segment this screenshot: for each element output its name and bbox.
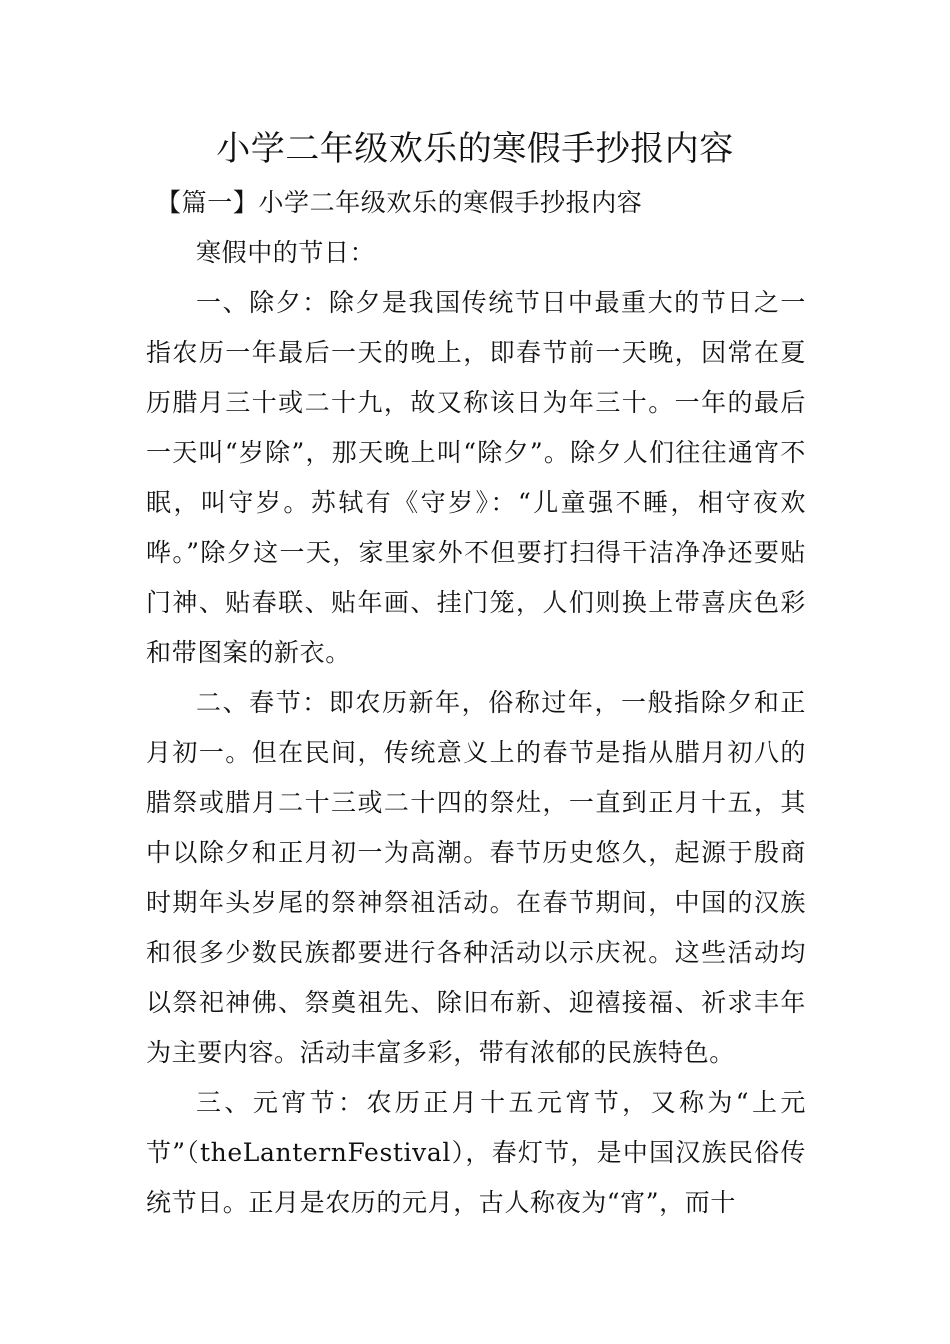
document-body [146,178,806,1228]
paragraph-chunjie: 二、春节：即农历新年，俗称过年，一般指除夕和正月初一。但在民间，传统意义上的春节是指从腊月初八的腊祭或腊月二十三或二十四的祭灶，一直到正月十五，其中以除夕和正月初一为高潮。春节历史悠久，起源于殷商时期年头岁尾的祭神祭祖活动。在春节期间，中国的汉族和很多少数民族都要进行各种活动以示庆祝。这些活动均以祭祀神佛、祭奠祖先、除旧布新、迎禧接福、祈求丰年为主要内容。活动丰富多彩，带有浓郁的民族特色。 [146,688,806,1067]
paragraph-chuxi: 一、除夕：除夕是我国传统节日中最重大的节日之一指农历一年最后一天的晚上，即春节前一天晚，因常在夏历腊月三十或二十九，故又称该日为年三十。一年的最后一天叫“岁除”，那天晚上叫“除夕”。除夕人们往往通宵不眠，叫守岁。苏轼有《守岁》：“儿童强不睡，相守夜欢哗。”除夕这一天，家里家外不但要打扫得干洁净净还要贴门神、贴春联、贴年画、挂门笼，人们则换上带喜庆色彩和带图案的新衣。 [146,288,806,667]
document-subtitle: 【篇一】小学二年级欢乐的寒假手抄报内容 [156,188,643,217]
document-title: 小学二年级欢乐的寒假手抄报内容 [216,129,734,169]
section-heading: 寒假中的节日： [196,238,376,267]
paragraph-yuanxiao: 三、元宵节：农历正月十五元宵节，又称为“上元节”（theLanternFestival），春灯节，是中国汉族民俗传统节日。正月是农历的元月，古人称夜为“宵”，而十 [146,1088,806,1217]
